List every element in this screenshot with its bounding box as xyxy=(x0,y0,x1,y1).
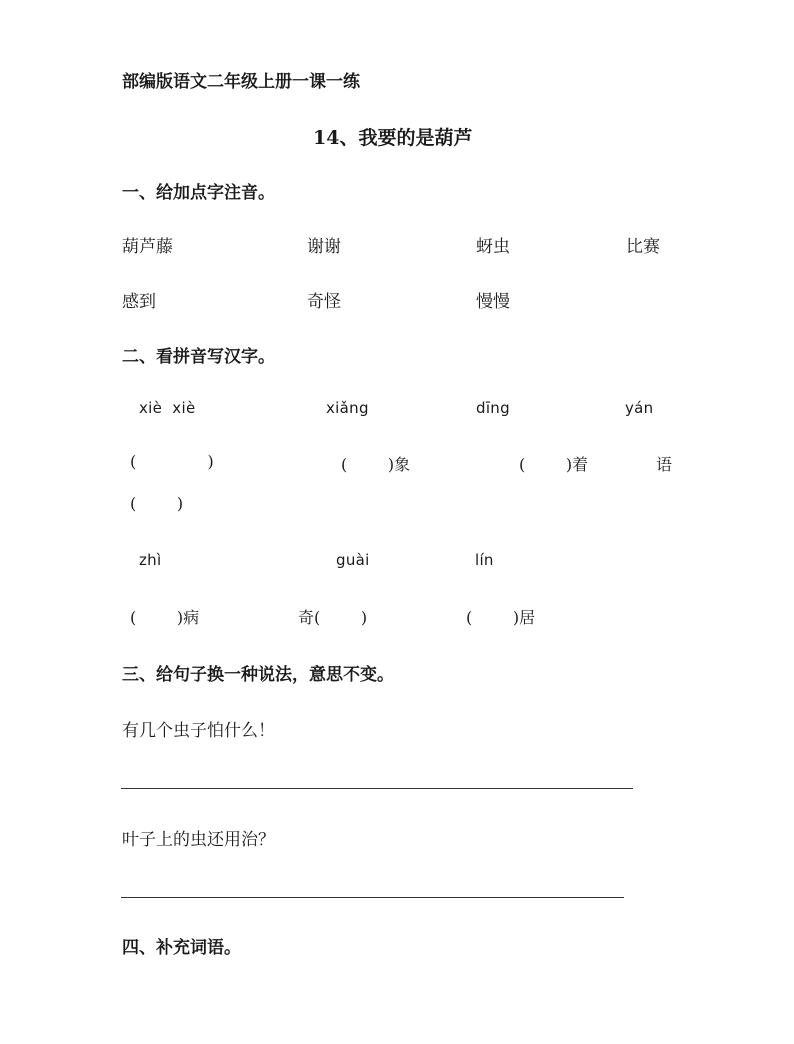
pinyin-label: lín xyxy=(475,551,494,569)
blank-char: 语 xyxy=(656,455,673,474)
word-item: 感到 xyxy=(122,292,156,312)
answer-blank[interactable]: ( )象 xyxy=(341,455,411,474)
word-item: 蚜虫 xyxy=(476,237,510,257)
pinyin-label: xiè xiè xyxy=(139,399,196,417)
answer-blank[interactable]: ( )病 xyxy=(130,608,200,627)
section-4-heading: 四、补充词语。 xyxy=(122,938,241,958)
answer-blank[interactable]: ( ) xyxy=(130,494,184,513)
lesson-title: 14、我要的是葫芦 xyxy=(313,127,473,149)
pinyin-label: zhì xyxy=(139,551,162,569)
word-item: 慢慢 xyxy=(476,292,510,312)
pinyin-label: xiǎng xyxy=(326,399,369,417)
answer-blank[interactable]: 奇( ) xyxy=(298,608,368,627)
word-item: 葫芦藤 xyxy=(122,237,173,257)
sentence-prompt: 有几个虫子怕什么！ xyxy=(122,721,275,741)
answer-blank[interactable]: ( ) xyxy=(130,452,214,471)
pinyin-label: dīng xyxy=(476,399,510,417)
word-item: 比赛 xyxy=(626,237,660,257)
word-item: 谢谢 xyxy=(307,237,341,257)
pinyin-label: yán xyxy=(625,399,654,417)
sentence-prompt: 叶子上的虫还用治？ xyxy=(122,830,275,850)
pinyin-label: guài xyxy=(336,551,370,569)
answer-line[interactable] xyxy=(121,897,624,898)
document-header: 部编版语文二年级上册一课一练 xyxy=(122,72,360,92)
answer-blank[interactable]: ( )着 xyxy=(519,455,589,474)
section-3-heading: 三、给句子换一种说法，意思不变。 xyxy=(122,665,394,685)
word-item: 奇怪 xyxy=(307,292,341,312)
section-1-heading: 一、给加点字注音。 xyxy=(122,183,275,203)
answer-blank[interactable]: ( )居 xyxy=(466,608,536,627)
answer-line[interactable] xyxy=(121,788,633,789)
section-2-heading: 二、看拼音写汉字。 xyxy=(122,347,275,367)
